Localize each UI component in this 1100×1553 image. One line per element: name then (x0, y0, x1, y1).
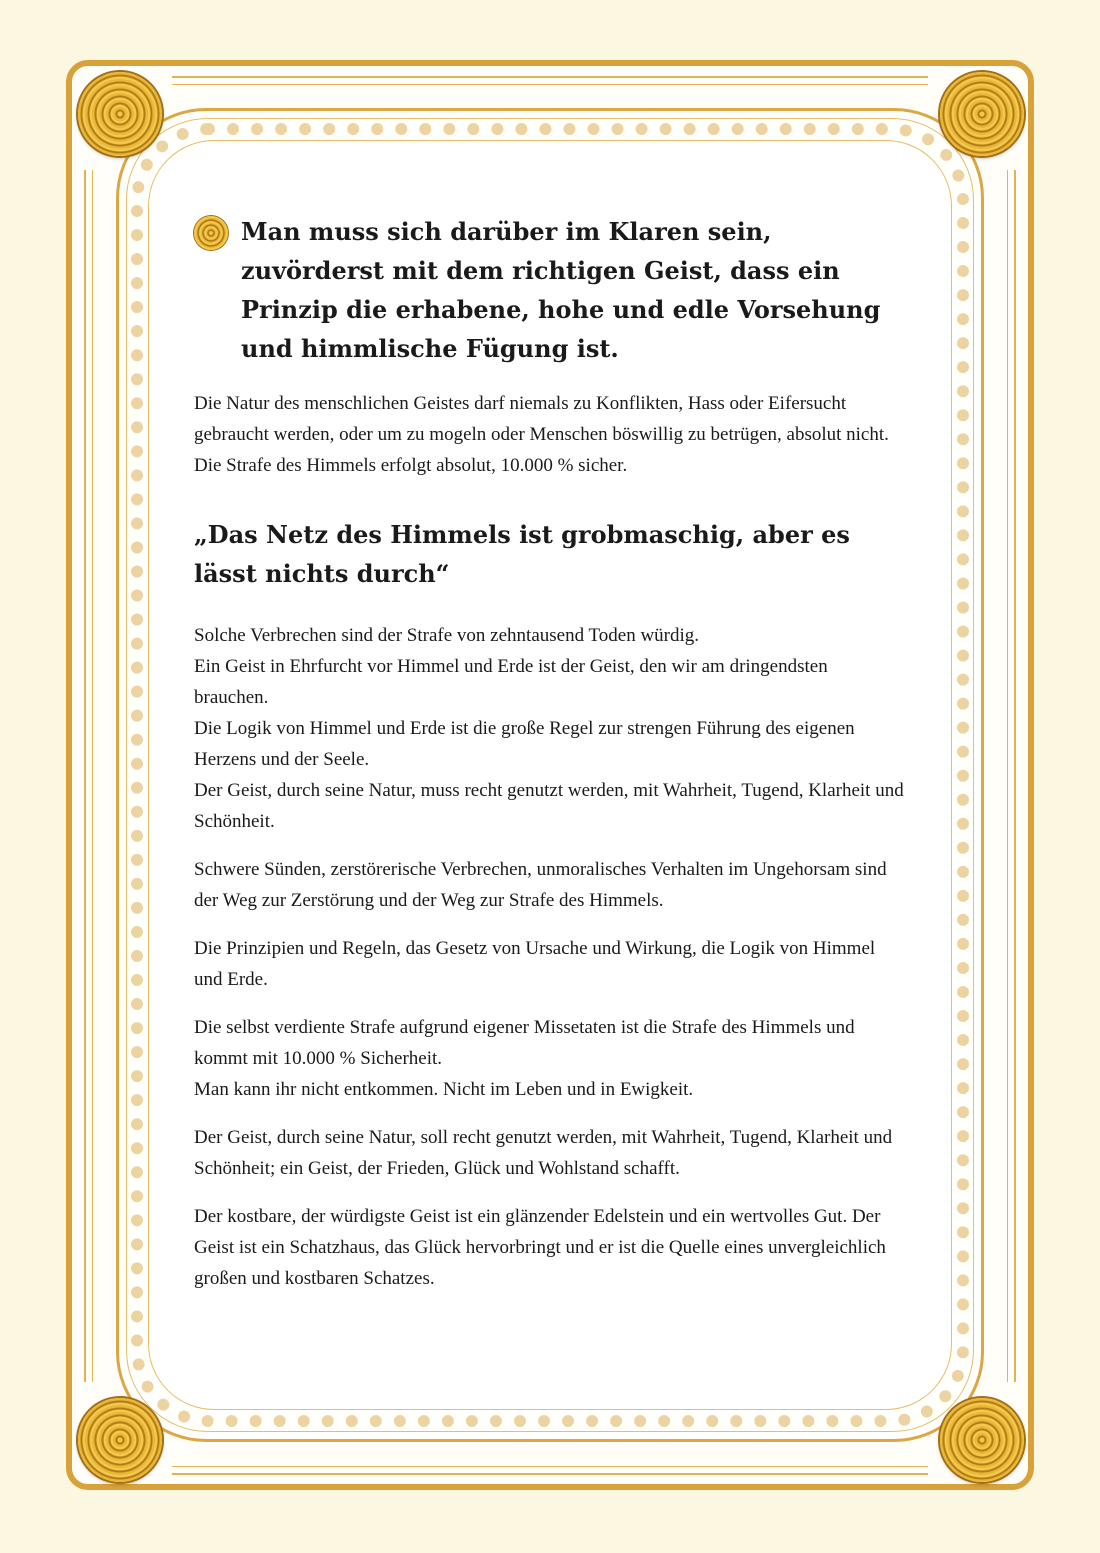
paragraph-line: Die selbst verdiente Strafe aufgrund eigener Missetaten ist die Strafe des Himmels und kommt mit 10.000 % Sicherheit. (194, 1017, 855, 1069)
paragraph-group (194, 1122, 906, 1184)
document-body (194, 212, 906, 1311)
paragraph-group (194, 1012, 906, 1105)
paragraph-line: Der Geist, durch seine Natur, soll recht genutzt werden, mit Wahrheit, Tugend, Klarheit und Schönheit; ein Geist, der Frieden, Glück und Wohlstand schafft. (194, 1127, 893, 1179)
paragraph-line: Man kann ihr nicht entkommen. Nicht im Leben und in Ewigkeit. (194, 1079, 694, 1100)
gold-disc-icon (78, 72, 162, 156)
paragraph-line: Der kostbare, der würdigste Geist ist ein glänzender Edelstein und ein wertvolles Gut. Der Geist ist ein Schatzhaus, das Glück hervorbringt und er ist die Quelle eines unvergleichlich großen und kostbaren Schatzes. (194, 1206, 886, 1289)
paragraph-line: Die Logik von Himmel und Erde ist die große Regel zur strengen Führung des eigenen Herzens und der Seele. (194, 718, 855, 770)
paragraph-line: Solche Verbrechen sind der Strafe von zehntausend Toden würdig. (194, 625, 700, 646)
paragraph-line: Die Prinzipien und Regeln, das Gesetz von Ursache und Wirkung, die Logik von Himmel und Erde. (194, 938, 876, 990)
paragraph-line: Die Strafe des Himmels erfolgt absolut, 10.000 % sicher. (194, 455, 628, 476)
frame-line-bottom-2 (172, 1466, 928, 1467)
paragraph-line: Die Natur des menschlichen Geistes darf niemals zu Konflikten, Hass oder Eifersucht gebraucht werden, oder um zu mogeln oder Menschen böswillig zu betrügen, absolut nicht. (194, 393, 889, 445)
paragraph-group (194, 1201, 906, 1294)
paragraph-line: Der Geist, durch seine Natur, muss recht genutzt werden, mit Wahrheit, Tugend, Klarheit und Schönheit. (194, 780, 904, 832)
frame-line-right (1014, 170, 1016, 1382)
paragraph-group (194, 620, 906, 837)
frame-line-bottom (172, 1473, 928, 1475)
gold-disc-icon (78, 1398, 162, 1482)
paragraph-line: Ein Geist in Ehrfurcht vor Himmel und Erde ist der Geist, den wir am dringendsten brauchen. (194, 656, 828, 708)
gold-disc-icon (940, 72, 1024, 156)
gold-disc-icon (194, 216, 228, 250)
intro-paragraph (194, 388, 906, 481)
frame-line-top (172, 76, 928, 78)
frame-line-top-2 (172, 84, 928, 85)
paragraph-group (194, 933, 906, 995)
main-heading-text: Man muss sich darüber im Klaren sein, zuvörderst mit dem richtigen Geist, dass ein Prinzip die erhabene, hohe und edle Vorsehung und himmlische Fügung ist. (241, 217, 881, 363)
gold-disc-icon (940, 1398, 1024, 1482)
paragraph-line: Schwere Sünden, zerstörerische Verbrechen, unmoralisches Verhalten im Ungehorsam sind der Weg zur Zerstörung und der Weg zur Strafe des Himmels. (194, 859, 887, 911)
main-heading (194, 212, 906, 368)
paragraph-group (194, 854, 906, 916)
quote-heading: „Das Netz des Himmels ist grobmaschig, aber es lässt nichts durch“ (194, 520, 850, 588)
frame-line-left-2 (92, 170, 93, 1382)
frame-line-right-2 (1007, 170, 1008, 1382)
frame-line-left (84, 170, 86, 1382)
